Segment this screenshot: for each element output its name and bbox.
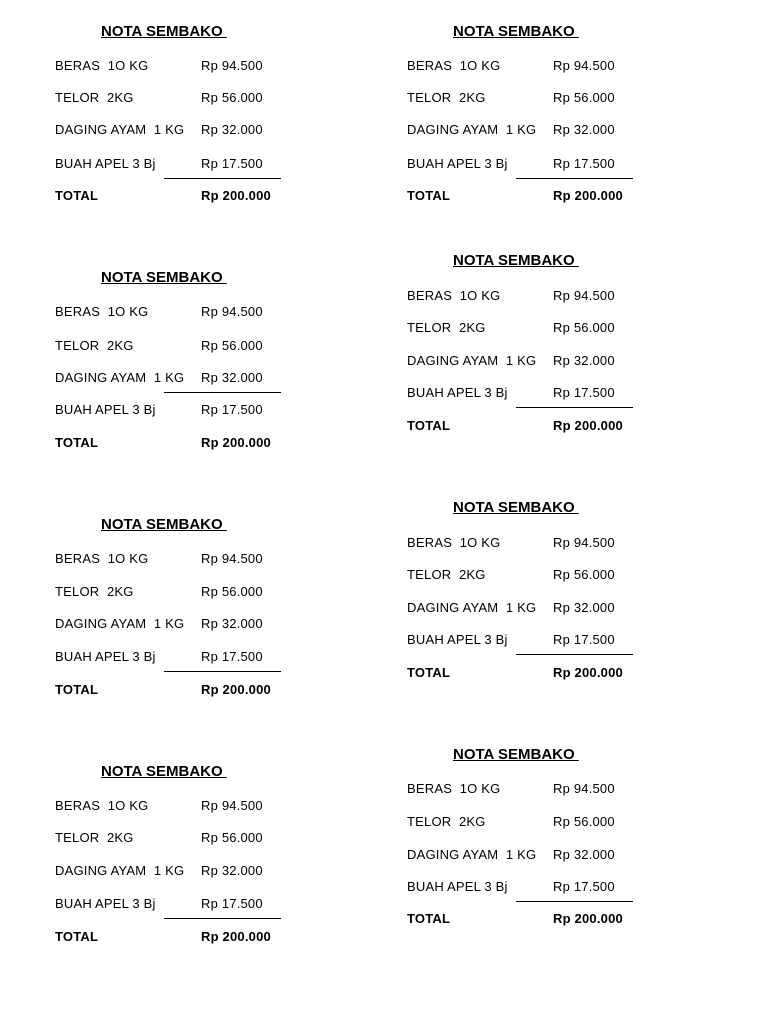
total-value: Rp 200.000 — [201, 435, 271, 450]
line-item — [407, 287, 707, 305]
item-name: BERAS 1O KG — [407, 781, 501, 796]
item-price: Rp 32.000 — [201, 122, 263, 137]
nota-block — [407, 746, 707, 946]
total-row — [55, 928, 355, 946]
total-value: Rp 200.000 — [201, 682, 271, 697]
item-name: BERAS 1O KG — [407, 58, 501, 73]
total-row — [407, 187, 707, 205]
item-price: Rp 56.000 — [201, 338, 263, 353]
item-price: Rp 32.000 — [201, 370, 263, 385]
item-price: Rp 32.000 — [553, 847, 615, 862]
item-price: Rp 94.500 — [201, 304, 263, 319]
item-price: Rp 56.000 — [201, 90, 263, 105]
line-item — [55, 583, 355, 601]
item-name: TELOR 2KG — [55, 338, 134, 353]
line-item — [55, 303, 355, 321]
line-item — [407, 846, 707, 864]
total-label: TOTAL — [55, 682, 99, 697]
line-item — [55, 337, 355, 355]
item-name: BERAS 1O KG — [407, 535, 501, 550]
item-name: DAGING AYAM 1 KG — [407, 353, 537, 368]
total-label: TOTAL — [407, 665, 451, 680]
item-price: Rp 32.000 — [553, 122, 615, 137]
item-name: TELOR 2KG — [407, 567, 486, 582]
item-name: BUAH APEL 3 Bj — [407, 632, 508, 647]
nota-block — [55, 23, 355, 223]
item-price: Rp 17.500 — [553, 879, 615, 894]
sum-divider-line — [516, 178, 633, 179]
item-price: Rp 56.000 — [201, 584, 263, 599]
line-item — [407, 878, 707, 896]
total-value: Rp 200.000 — [201, 929, 271, 944]
item-name: BUAH APEL 3 Bj — [407, 879, 508, 894]
line-item — [55, 895, 355, 913]
line-item — [407, 599, 707, 617]
line-item — [55, 155, 355, 173]
line-item — [407, 89, 707, 107]
nota-block — [407, 252, 707, 452]
line-item — [55, 57, 355, 75]
item-price: Rp 32.000 — [553, 600, 615, 615]
item-name: TELOR 2KG — [55, 584, 134, 599]
sum-divider-line — [164, 918, 281, 919]
item-price: Rp 17.500 — [201, 156, 263, 171]
sum-divider-line — [164, 178, 281, 179]
line-item — [55, 648, 355, 666]
item-price: Rp 32.000 — [201, 616, 263, 631]
total-label: TOTAL — [407, 911, 451, 926]
item-price: Rp 17.500 — [201, 649, 263, 664]
nota-title: NOTA SEMBAKO — [101, 23, 227, 40]
line-item — [55, 862, 355, 880]
item-name: DAGING AYAM 1 KG — [407, 122, 537, 137]
nota-title: NOTA SEMBAKO — [453, 23, 579, 40]
sum-divider-line — [164, 392, 281, 393]
nota-title: NOTA SEMBAKO — [453, 746, 579, 763]
nota-title: NOTA SEMBAKO — [453, 499, 579, 516]
item-price: Rp 32.000 — [201, 863, 263, 878]
item-price: Rp 56.000 — [553, 90, 615, 105]
total-label: TOTAL — [55, 929, 99, 944]
item-price: Rp 17.500 — [553, 156, 615, 171]
line-item — [55, 829, 355, 847]
line-item — [55, 797, 355, 815]
item-price: Rp 56.000 — [553, 814, 615, 829]
item-name: BERAS 1O KG — [55, 58, 149, 73]
item-name: TELOR 2KG — [407, 320, 486, 335]
nota-title: NOTA SEMBAKO — [101, 269, 227, 286]
line-item — [407, 813, 707, 831]
line-item — [407, 384, 707, 402]
item-name: BUAH APEL 3 Bj — [407, 156, 508, 171]
line-item — [55, 89, 355, 107]
line-item — [407, 319, 707, 337]
line-item — [407, 780, 707, 798]
item-name: DAGING AYAM 1 KG — [407, 847, 537, 862]
item-price: Rp 94.500 — [201, 798, 263, 813]
sum-divider-line — [516, 901, 633, 902]
total-value: Rp 200.000 — [201, 188, 271, 203]
total-value: Rp 200.000 — [553, 665, 623, 680]
line-item — [407, 155, 707, 173]
item-price: Rp 56.000 — [553, 567, 615, 582]
item-price: Rp 94.500 — [553, 58, 615, 73]
nota-block — [407, 499, 707, 699]
total-label: TOTAL — [55, 188, 99, 203]
total-row — [55, 434, 355, 452]
nota-block — [55, 269, 355, 469]
item-name: BUAH APEL 3 Bj — [55, 896, 156, 911]
total-row — [407, 417, 707, 435]
total-row — [55, 681, 355, 699]
line-item — [55, 401, 355, 419]
line-item — [55, 550, 355, 568]
line-item — [407, 352, 707, 370]
nota-block — [407, 23, 707, 223]
line-item — [55, 369, 355, 387]
total-row — [407, 910, 707, 928]
item-name: DAGING AYAM 1 KG — [55, 122, 185, 137]
line-item — [55, 615, 355, 633]
item-name: BUAH APEL 3 Bj — [55, 649, 156, 664]
item-price: Rp 17.500 — [553, 385, 615, 400]
item-name: TELOR 2KG — [55, 90, 134, 105]
item-name: BERAS 1O KG — [55, 798, 149, 813]
total-label: TOTAL — [407, 418, 451, 433]
nota-title: NOTA SEMBAKO — [101, 516, 227, 533]
item-price: Rp 94.500 — [201, 58, 263, 73]
item-price: Rp 17.500 — [201, 896, 263, 911]
item-name: BERAS 1O KG — [55, 551, 149, 566]
item-name: BUAH APEL 3 Bj — [407, 385, 508, 400]
sum-divider-line — [516, 654, 633, 655]
sum-divider-line — [164, 671, 281, 672]
item-name: TELOR 2KG — [55, 830, 134, 845]
item-name: BERAS 1O KG — [55, 304, 149, 319]
total-row — [407, 664, 707, 682]
item-name: TELOR 2KG — [407, 814, 486, 829]
item-price: Rp 94.500 — [201, 551, 263, 566]
line-item — [407, 121, 707, 139]
nota-block — [55, 763, 355, 963]
item-name: DAGING AYAM 1 KG — [55, 616, 185, 631]
item-price: Rp 94.500 — [553, 535, 615, 550]
item-price: Rp 94.500 — [553, 781, 615, 796]
sum-divider-line — [516, 407, 633, 408]
line-item — [407, 534, 707, 552]
item-name: DAGING AYAM 1 KG — [407, 600, 537, 615]
line-item — [55, 121, 355, 139]
item-name: DAGING AYAM 1 KG — [55, 370, 185, 385]
item-name: TELOR 2KG — [407, 90, 486, 105]
item-price: Rp 56.000 — [553, 320, 615, 335]
total-value: Rp 200.000 — [553, 418, 623, 433]
line-item — [407, 566, 707, 584]
item-name: BERAS 1O KG — [407, 288, 501, 303]
item-price: Rp 17.500 — [201, 402, 263, 417]
total-label: TOTAL — [55, 435, 99, 450]
item-price: Rp 32.000 — [553, 353, 615, 368]
nota-title: NOTA SEMBAKO — [453, 252, 579, 269]
total-value: Rp 200.000 — [553, 911, 623, 926]
item-price: Rp 94.500 — [553, 288, 615, 303]
line-item — [407, 57, 707, 75]
item-price: Rp 17.500 — [553, 632, 615, 647]
total-label: TOTAL — [407, 188, 451, 203]
item-name: DAGING AYAM 1 KG — [55, 863, 185, 878]
line-item — [407, 631, 707, 649]
item-name: BUAH APEL 3 Bj — [55, 156, 156, 171]
total-value: Rp 200.000 — [553, 188, 623, 203]
item-price: Rp 56.000 — [201, 830, 263, 845]
nota-title: NOTA SEMBAKO — [101, 763, 227, 780]
nota-block — [55, 516, 355, 716]
item-name: BUAH APEL 3 Bj — [55, 402, 156, 417]
total-row — [55, 187, 355, 205]
